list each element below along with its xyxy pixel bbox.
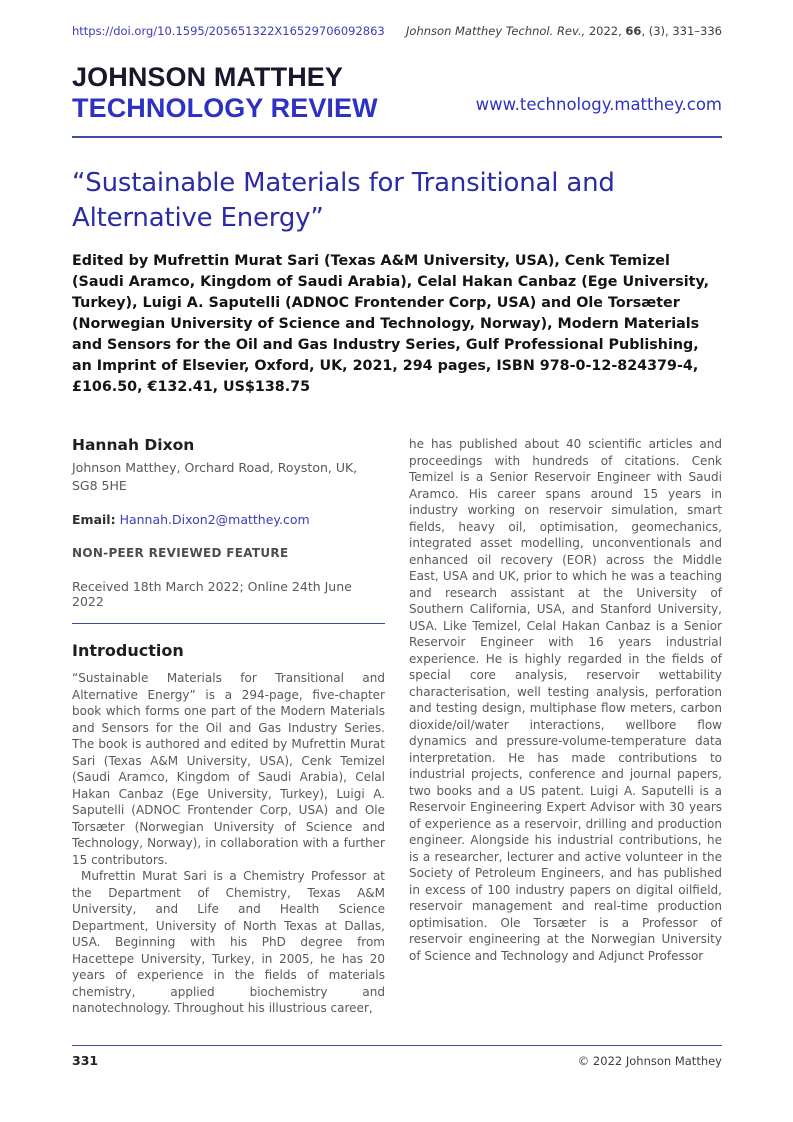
citation-volume: 66 bbox=[625, 24, 642, 38]
right-column bbox=[409, 436, 722, 1017]
intro-paragraph-1: “Sustainable Materials for Transitional and Alternative Energy” is a 294-page, five-chapter book which forms one part of the Modern Materials and Sensors for the Oil and Gas Industry Series. The book is authored and edited by Mufrettin Murat Sari (Texas A&M University, USA), Cenk Temizel (Saudi Aramco, Kingdom of Saudi Arabia), Celal Hakan Canbaz (Ege University, Turkey), Luigi A. Saputelli (ADNOC Frontender Corp, USA) and Ole Torsæter (Norwegian University of Science and Technology, Norway), in collaboration with a further 15 contributors. bbox=[72, 671, 385, 867]
citation-year: 2022, bbox=[585, 24, 626, 38]
received-dates: Received 18th March 2022; Online 24th June 2022 bbox=[72, 579, 352, 610]
citation-issue-pages: , (3), 331–336 bbox=[641, 24, 722, 38]
doi-link[interactable]: https://doi.org/10.1595/205651322X16529706092863 bbox=[72, 24, 385, 38]
website-link[interactable]: www.technology.matthey.com bbox=[475, 94, 722, 114]
footer-row bbox=[72, 1053, 722, 1068]
email-label: Email: bbox=[72, 512, 116, 528]
section-heading-introduction: Introduction bbox=[72, 641, 184, 661]
header-divider bbox=[72, 136, 722, 138]
journal-citation bbox=[406, 25, 722, 39]
author-affiliation: Johnson Matthey, Orchard Road, Royston, UK, SG8 5HE bbox=[72, 460, 358, 494]
logo-line-technology-review: TECHNOLOGY REVIEW bbox=[72, 92, 378, 123]
body-paragraph-continued: he has published about 40 scientific articles and proceedings with hundreds of citations. Cenk Temizel is a Senior Reservoir Engineer with Saudi Aramco. His career spans around 15 years in industry working on reservoir simulation, smart fields, heavy oil, optimisation, geomechanics, integrated asset modelling, unconventionals and enhanced oil recovery (EOR) across the Middle East, USA and UK, prior to which he was a teaching and research assistant at the University of Southern California, USA, and Stanford University, USA. Like Temizel, Celal Hakan Canbaz is a Senior Reservoir Engineer with 16 years industrial experience. He is highly regarded in the fields of special core analysis, reservoir wettability characterisation, well testing analysis, perforation and testing design, multiphase flow meters, carbon dioxide/oil/water interactions, wellbore flow dynamics and pressure-volume-temperature data interpretation. He has made contributions to industrial projects, conference and journal papers, two books and a US patent. Luigi A. Saputelli is a Reservoir Engineering Expert Advisor with 30 years of experience as a reservoir, drilling and production engineer. Alongside his industrial contributions, he is a researcher, lecturer and active volunteer in the Society of Petroleum Engineers, and has published in excess of 100 industry papers on digital oilfield, reservoir management and real-time production optimisation. Ole Torsæter is a Professor of reservoir engineering at the Norwegian University of Science and Technology and Adjunct Professor bbox=[409, 437, 722, 963]
logo-line-johnson-matthey: JOHNSON MATTHEY bbox=[72, 61, 344, 92]
page-number: 331 bbox=[72, 1053, 99, 1068]
feature-tag: NON-PEER REVIEWED FEATURE bbox=[72, 546, 289, 561]
email-line bbox=[72, 512, 385, 527]
page-header bbox=[72, 25, 722, 39]
left-column bbox=[72, 436, 385, 1017]
page-footer bbox=[72, 1045, 722, 1068]
article-title: “Sustainable Materials for Transitional and Alternative Energy” bbox=[72, 167, 615, 233]
book-info: Edited by Mufrettin Murat Sari (Texas A&M University, USA), Cenk Temizel (Saudi Aramco, Kingdom of Saudi Arabia), Celal Hakan Canbaz (Ege University, Turkey), Luigi A. Saputelli (ADNOC Frontender Corp, USA) and Ole Torsæter (Norwegian University of Science and Technology, Norway), Modern Materials and Sensors for the Oil and Gas Industry Series, Gulf Professional Publishing, an Imprint of Elsevier, Oxford, UK, 2021, 294 pages, ISBN 978-0-12-824379-4, £106.50, €132.41, US$138.75 bbox=[72, 252, 710, 396]
email-link[interactable]: Hannah.Dixon2@matthey.com bbox=[119, 512, 310, 528]
journal-logo bbox=[72, 61, 378, 123]
citation-journal: Johnson Matthey Technol. Rev., bbox=[406, 24, 586, 38]
copyright-notice: © 2022 Johnson Matthey bbox=[577, 1054, 722, 1068]
author-name: Hannah Dixon bbox=[72, 436, 195, 455]
column-divider bbox=[72, 623, 385, 624]
brand-row bbox=[72, 61, 722, 123]
article-body bbox=[72, 436, 722, 1017]
footer-divider bbox=[72, 1045, 722, 1046]
intro-paragraph-2: Mufrettin Murat Sari is a Chemistry Professor at the Department of Chemistry, Texas A&M University, and Life and Health Science Department, University of North Texas at Dallas, USA. Beginning with his PhD degree from Hacettepe University, Turkey, in 2005, he has 20 years of experience in the fields of materials chemistry, applied biochemistry and nanotechnology. Throughout his illustrious career, bbox=[72, 869, 385, 1016]
